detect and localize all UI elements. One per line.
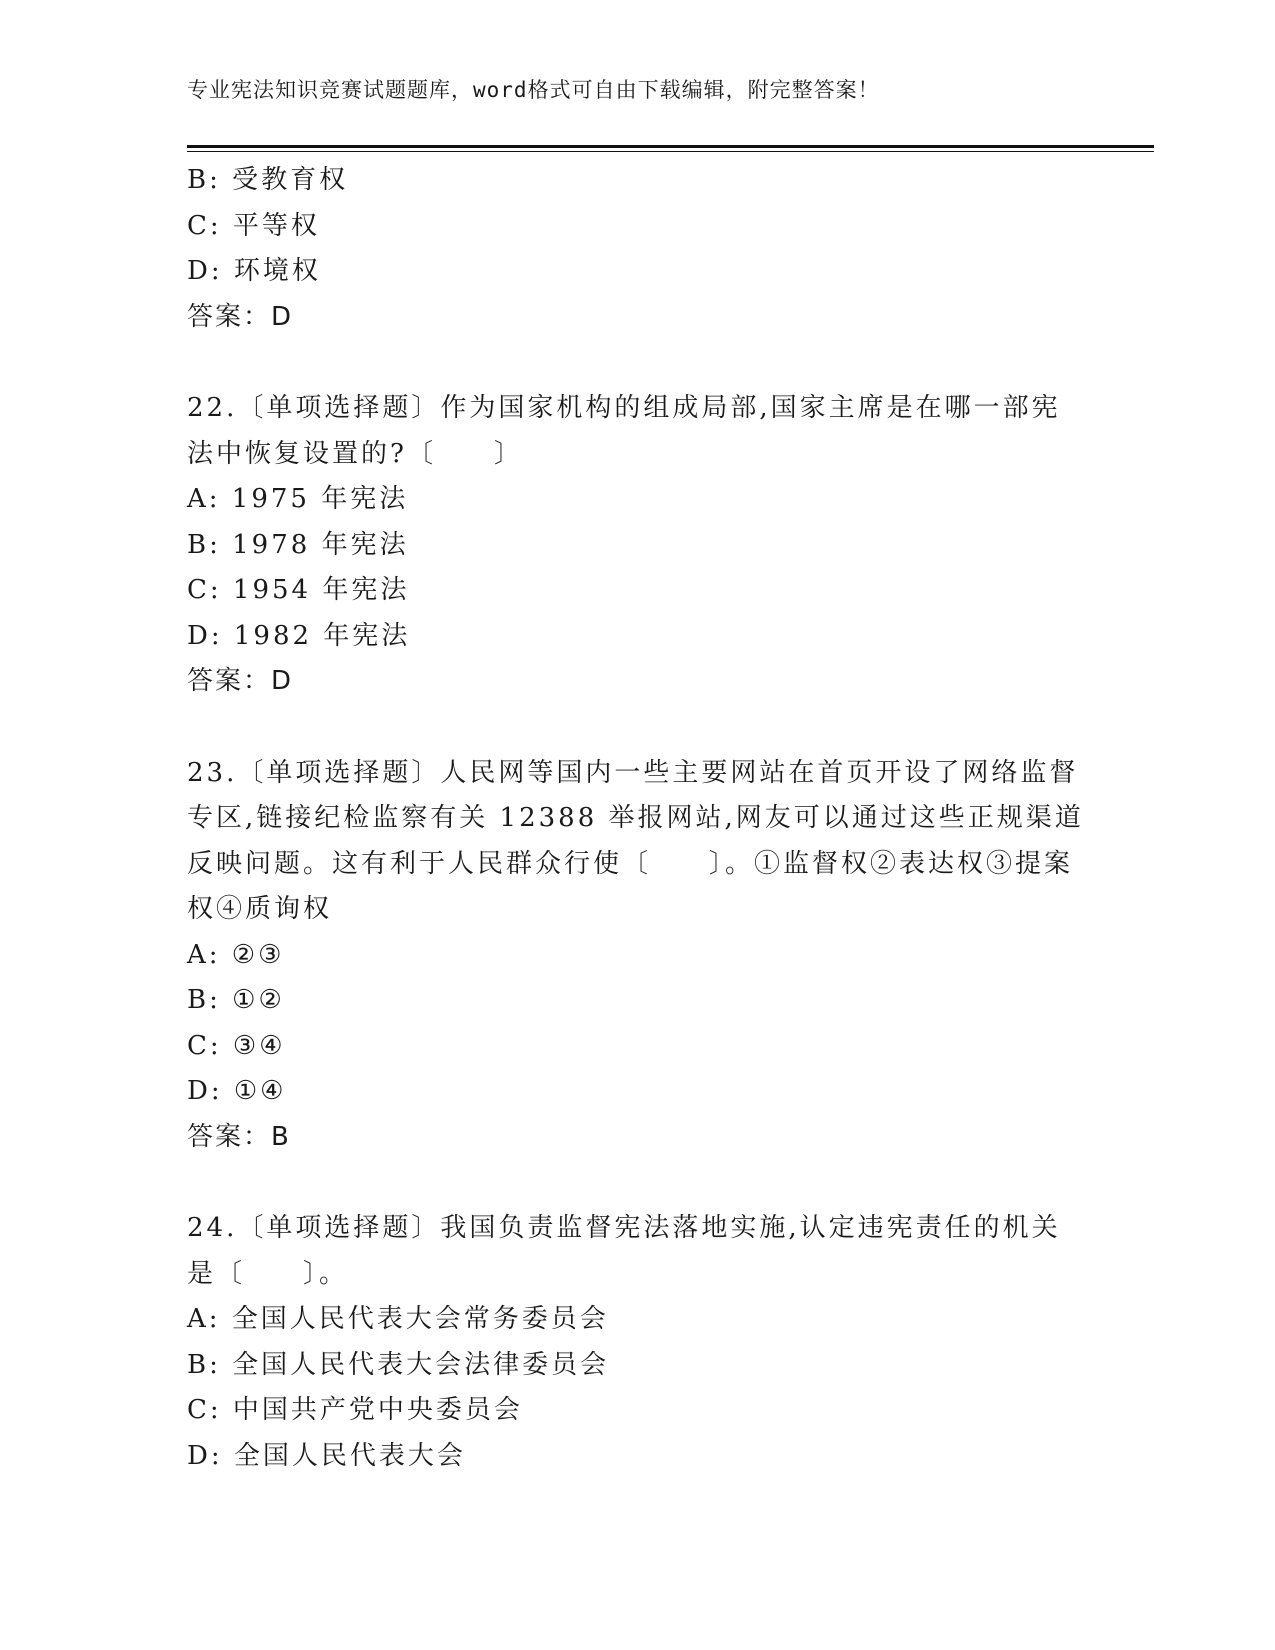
option-d: D: ①④ (187, 1076, 287, 1106)
option-c: C: ③④ (187, 1030, 286, 1061)
question-stem-line: 专区,链接纪检监察有关 12388 举报网站,网友可以通过这些正规渠道 (187, 803, 1084, 833)
option-b: B: 全国人民代表大会法律委员会 (187, 1349, 610, 1380)
option-b: B: ①② (187, 985, 285, 1015)
question-24 (187, 1206, 1087, 1479)
question-stem-line: 23.〔单项选择题〕人民网等国内一些主要网站在首页开设了网络监督 (187, 757, 1079, 788)
question-stem-line: 24.〔单项选择题〕我国负责监督宪法落地实施,认定违宪责任的机关 (187, 1213, 1061, 1243)
answer-line: 答案：D (187, 666, 294, 696)
spacer (187, 340, 1087, 386)
question-22 (187, 386, 1087, 705)
question-stem-line: 是〔 〕。 (187, 1258, 349, 1289)
question-stem-line: 法中恢复设置的?〔 〕 (187, 438, 523, 469)
spacer (187, 705, 1087, 751)
option-c: C: 平等权 (187, 210, 320, 241)
option-b: B: 受教育权 (187, 165, 349, 195)
option-a: A: 1975 年宪法 (187, 484, 409, 514)
option-a: A: 全国人民代表大会常务委员会 (187, 1304, 609, 1334)
option-d: D: 环境权 (187, 256, 321, 286)
answer-line: 答案：B (187, 1121, 291, 1152)
question-23 (187, 751, 1087, 1161)
option-d: D: 全国人民代表大会 (187, 1440, 466, 1471)
question-content (187, 158, 1087, 1479)
option-c: C: 1954 年宪法 (187, 575, 410, 605)
option-a: A: ②③ (187, 939, 285, 970)
option-b: B: 1978 年宪法 (187, 529, 409, 560)
question-stem-line: 权④质询权 (187, 894, 333, 924)
header-divider-thick (187, 145, 1154, 148)
question-21-tail (187, 158, 1087, 340)
page-header: 专业宪法知识竞赛试题题库，word格式可自由下载编辑，附完整答案！ (187, 78, 880, 102)
spacer (187, 1160, 1087, 1206)
question-stem-line: 22.〔单项选择题〕作为国家机构的组成局部,国家主席是在哪一部宪 (187, 393, 1061, 423)
option-d: D: 1982 年宪法 (187, 620, 411, 651)
question-stem-line: 反映问题。这有利于人民群众行使〔 〕。①监督权②表达权③提案 (187, 848, 1074, 879)
option-c: C: 中国共产党中央委员会 (187, 1395, 523, 1425)
header-divider-thin (187, 151, 1154, 152)
answer-line: 答案：D (187, 301, 294, 332)
